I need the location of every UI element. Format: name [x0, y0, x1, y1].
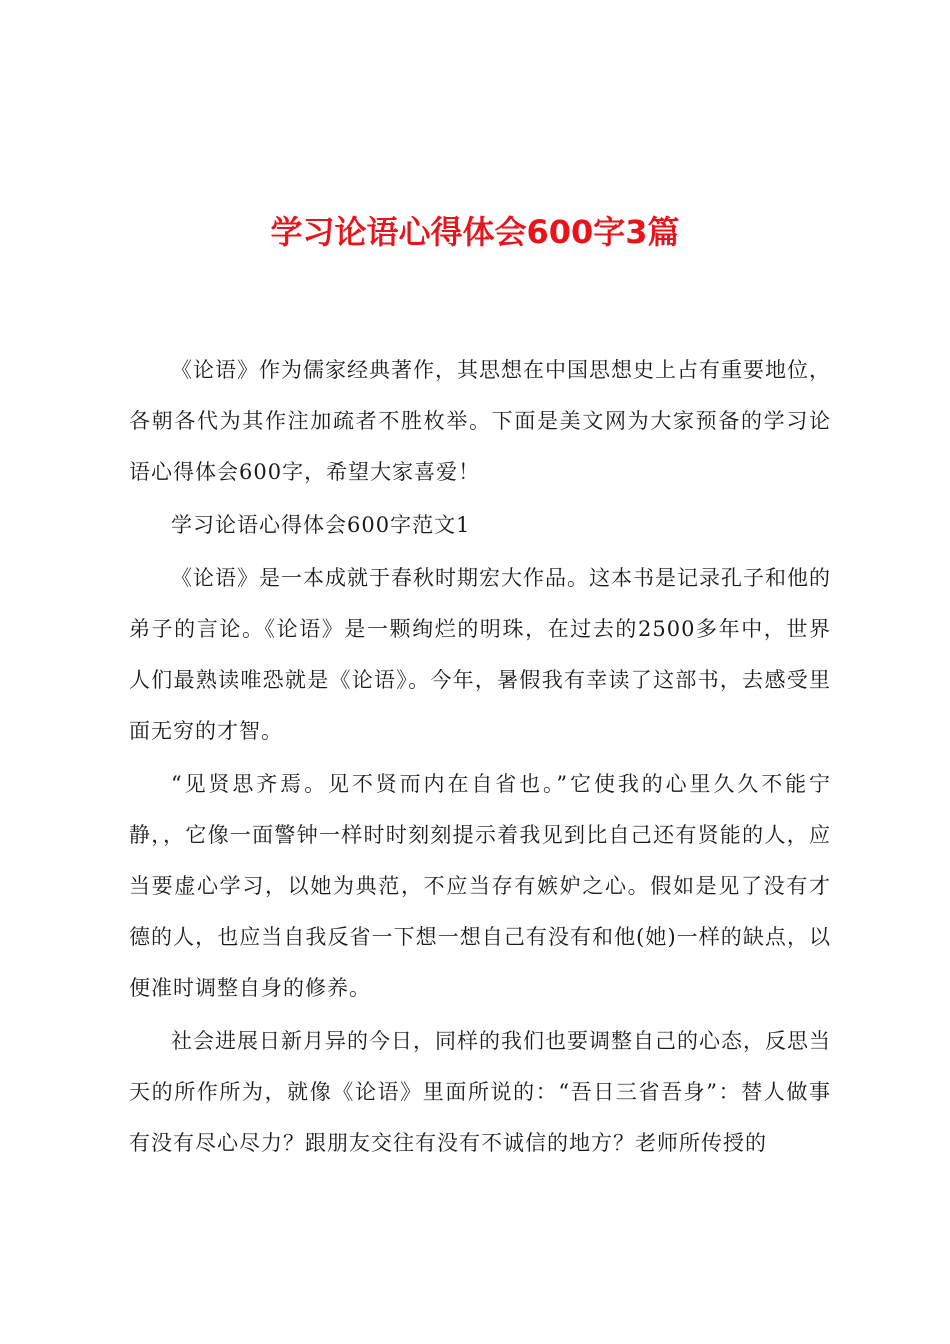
body-paragraph: 《论语》是一本成就于春秋时期宏大作品。这本书是记录孔子和他的弟子的言论。《论语》是一颗绚烂的明珠，在过去的2500多年中，世界人们最熟读唯恐就是《论语》。今年，暑假我有幸读了这部书，去感受里面无穷的才智。: [129, 566, 831, 743]
body-paragraph: “见贤思齐焉。见不贤而内在自省也。”它使我的心里久久不能宁静，，它像一面警钟一样时时刻刻提示着我见到比自己还有贤能的人，应当要虚心学习，以她为典范，不应当存有嫉妒之心。假如是见了没有才德的人，也应当自我反省一下想一想自己有没有和他(她)一样的缺点，以便准时调整自身的修养。: [129, 772, 831, 1000]
document-title: 学习论语心得体会600字3篇: [270, 213, 680, 251]
body-paragraph: 社会进展日新月异的今日，同样的我们也要调整自己的心态，反思当天的所作所为，就像《论语》里面所说的：“吾日三省吾身”：替人做事有没有尽心尽力？跟朋友交往有没有不诚信的地方？老师所传授的: [129, 1029, 831, 1155]
section-heading: 学习论语心得体会600字范文1: [171, 513, 471, 537]
document-body: [129, 345, 831, 1171]
intro-paragraph: 《论语》作为儒家经典著作，其思想在中国思想史上占有重要地位，各朝各代为其作注加疏者不胜枚举。下面是美文网为大家预备的学习论语心得体会600字，希望大家喜爱！: [129, 358, 831, 484]
